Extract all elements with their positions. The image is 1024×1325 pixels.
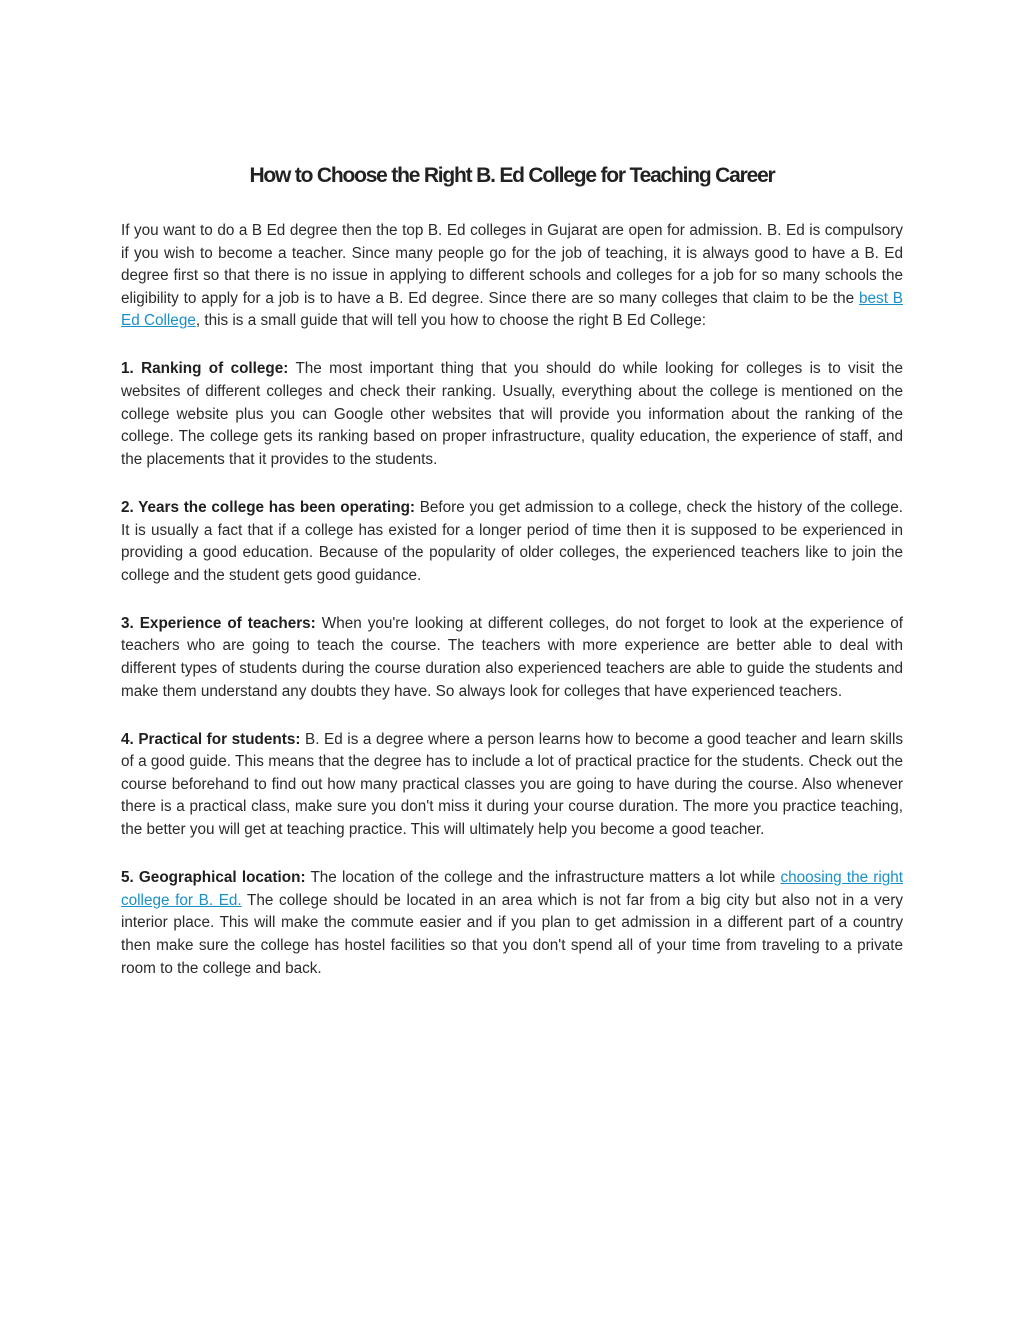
section-location — [121, 867, 903, 980]
section-heading: 1. Ranking of college: — [121, 360, 289, 378]
document-title: How to Choose the Right B. Ed College for Teaching Career — [249, 164, 775, 187]
section-text: B. Ed is a degree where a person learns how to become a good teacher and learn skills of a good guide. This means that the degree has to include a lot of practical practice for the students. Check out the course beforehand to find out how many practical classes you are going to have during the course. Also whenever there is a practical class, make sure you don't miss it during your course duration. The more you practice teaching, the better you will get at teaching practice. This will ultimately help you become a good teacher. — [121, 730, 903, 839]
section-heading: 5. Geographical location: — [121, 869, 306, 887]
document-page — [121, 160, 903, 1006]
best-bed-college-link[interactable]: best B Ed College — [121, 289, 903, 330]
section-text: The most important thing that you should do while looking for colleges is to visit the websites of different colleges and check their ranking. Usually, everything about the college is mentioned on the college website plus you can Google other websites that will provide you information about the ranking of the college. The college gets its ranking based on proper infrastructure, quality education, the experience of staff, and the placements that it provides to the students. — [121, 360, 904, 468]
section-heading: 3. Experience of teachers: — [121, 614, 316, 632]
section-teacher-experience — [121, 613, 903, 703]
section-heading: 4. Practical for students: — [121, 730, 301, 748]
section-text-start: The location of the college and the infrastructure matters a lot while — [305, 869, 781, 887]
intro-paragraph — [121, 220, 903, 333]
section-years-operating — [121, 497, 903, 587]
intro-text-end: , this is a small guide that will tell you how to choose the right B Ed College: — [195, 312, 707, 330]
choosing-right-college-link[interactable]: choosing the right college for B. Ed. — [121, 869, 903, 909]
section-practical — [121, 729, 903, 842]
section-ranking — [121, 358, 903, 471]
section-text: When you're looking at different colleges, do not forget to look at the experience of teachers who are going to teach the course. The teachers with more experience are better able to deal with different types of students during the course duration also experienced teachers are able to guide the students and make them understand any doubts they have. So always look for colleges that have experienced teachers. — [121, 614, 903, 700]
section-heading: 2. Years the college has been operating: — [121, 498, 416, 516]
section-text-end: The college should be located in an area which is not far from a big city but also not in a very interior place. This will make the commute easier and if you plan to get admission in a different part of a country then make sure the college has hostel facilities so that you don't spend all of your time from traveling to a private room to the college and back. — [121, 891, 903, 977]
section-text: Before you get admission to a college, check the history of the college. It is usually a fact that if a college has existed for a longer period of time then it is supposed to be experienced in providing a good education. Because of the popularity of older colleges, the experienced teachers like to join the college and the student gets good guidance. — [121, 498, 903, 584]
intro-text-start: If you want to do a B Ed degree then the top B. Ed colleges in Gujarat are open for admission. B. Ed is compulsory if you wish to become a teacher. Since many people go for the job of teaching, it is always good to have a B. Ed degree first so that there is no issue in applying to different schools and colleges for a job for so many schools the eligibility to apply for a job is to have a B. Ed degree. Since there are so many colleges that claim to be the — [121, 222, 903, 307]
